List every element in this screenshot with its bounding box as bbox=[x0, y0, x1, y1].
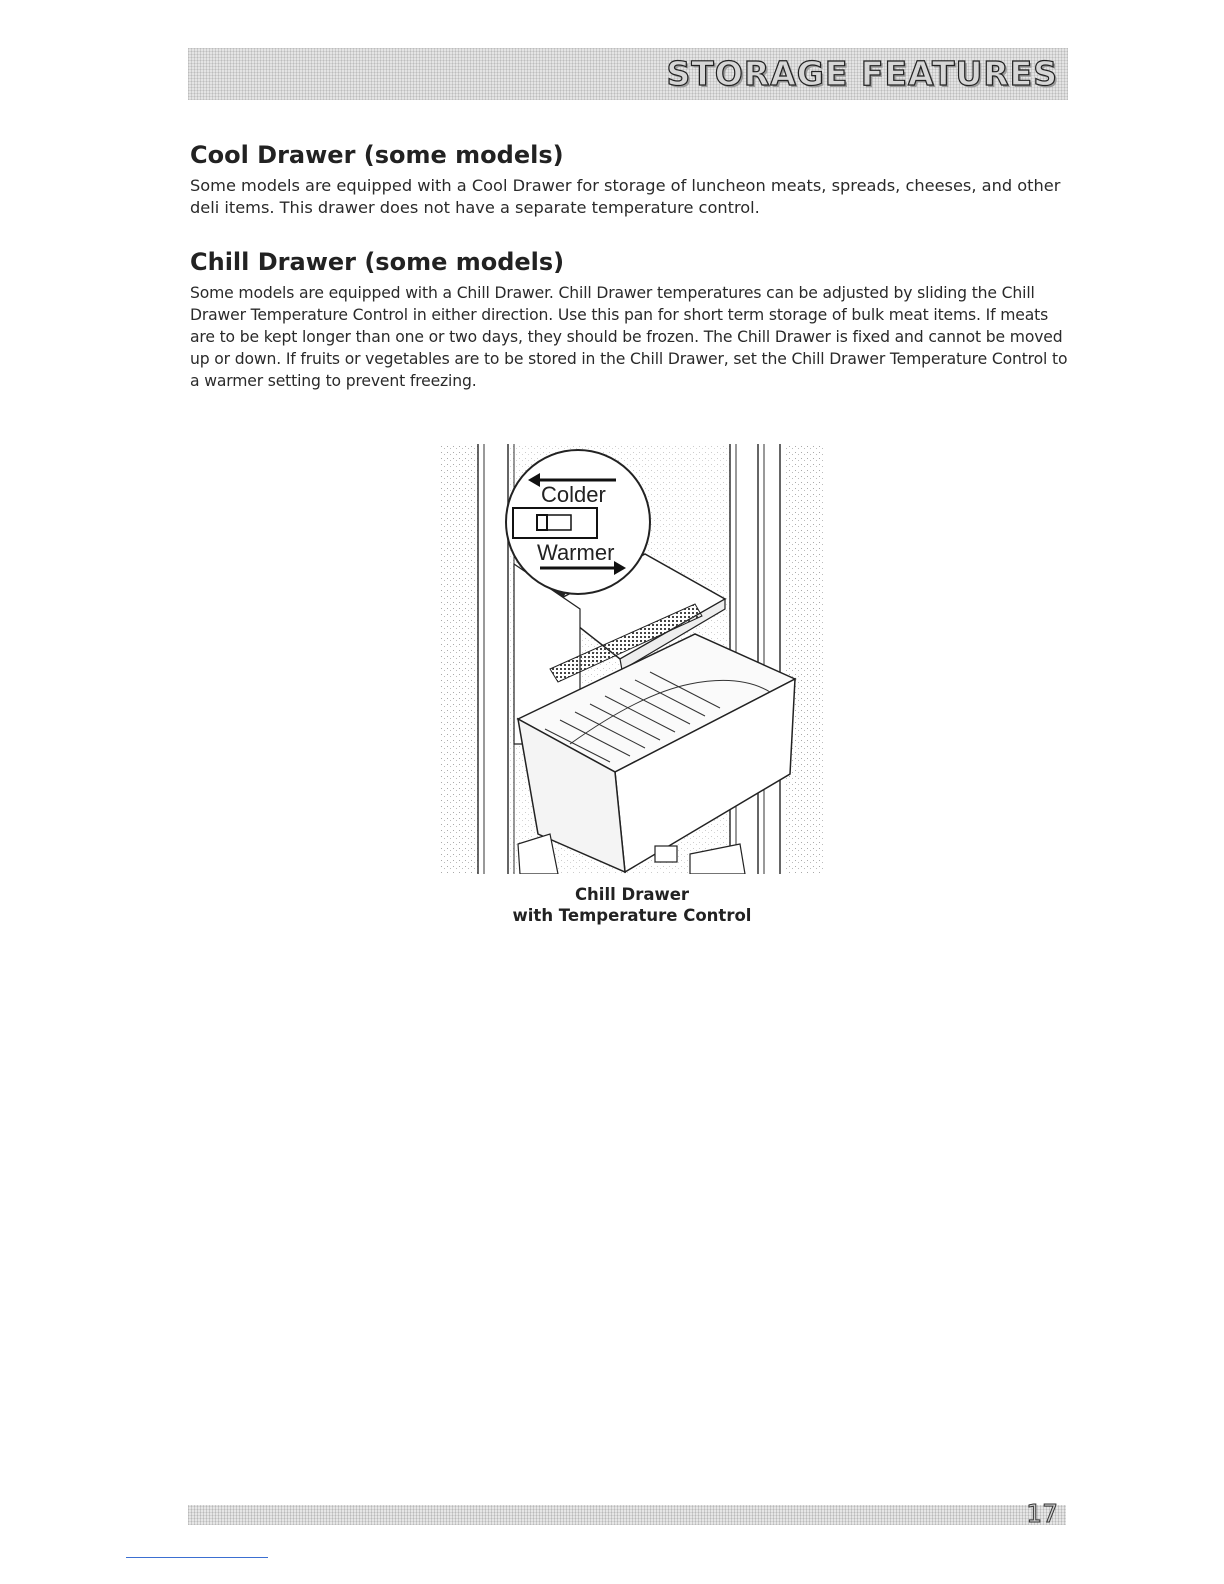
chill-drawer-section bbox=[190, 248, 1070, 392]
cool-drawer-section bbox=[190, 141, 1070, 219]
cool-drawer-body: Some models are equipped with a Cool Drawer for storage of luncheon meats, spreads, cheeses, and other deli items. This drawer does not have a separate temperature control. bbox=[190, 176, 1061, 217]
chill-drawer-illustration bbox=[440, 444, 825, 874]
caption-line-1: Chill Drawer bbox=[574, 885, 690, 904]
figure-caption bbox=[420, 884, 844, 926]
header-banner bbox=[188, 48, 1068, 100]
colder-label: Colder bbox=[541, 482, 606, 507]
page-number: 17 bbox=[1026, 1499, 1058, 1528]
warmer-label: Warmer bbox=[537, 540, 615, 565]
cool-drawer-heading: Cool Drawer (some models) bbox=[190, 141, 564, 169]
caption-line-2: with Temperature Control bbox=[512, 906, 752, 925]
chill-drawer-body: Some models are equipped with a Chill Drawer. Chill Drawer temperatures can be adjusted by sliding the Chill Drawer Temperature Control in either direction. Use this pan for short term storage of bulk meat items. If meats are to be kept longer than one or two days, they should be frozen. The Chill Drawer is fixed and cannot be moved up or down. If fruits or vegetables are to be stored in the Chill Drawer, set the Chill Drawer Temperature Control to a warmer setting to prevent freezing. bbox=[190, 284, 1068, 390]
chill-drawer-heading: Chill Drawer (some models) bbox=[190, 248, 565, 276]
bottom-divider bbox=[126, 1557, 268, 1558]
footer-bar bbox=[188, 1499, 1066, 1528]
page-title: STORAGE FEATURES bbox=[666, 54, 1058, 93]
